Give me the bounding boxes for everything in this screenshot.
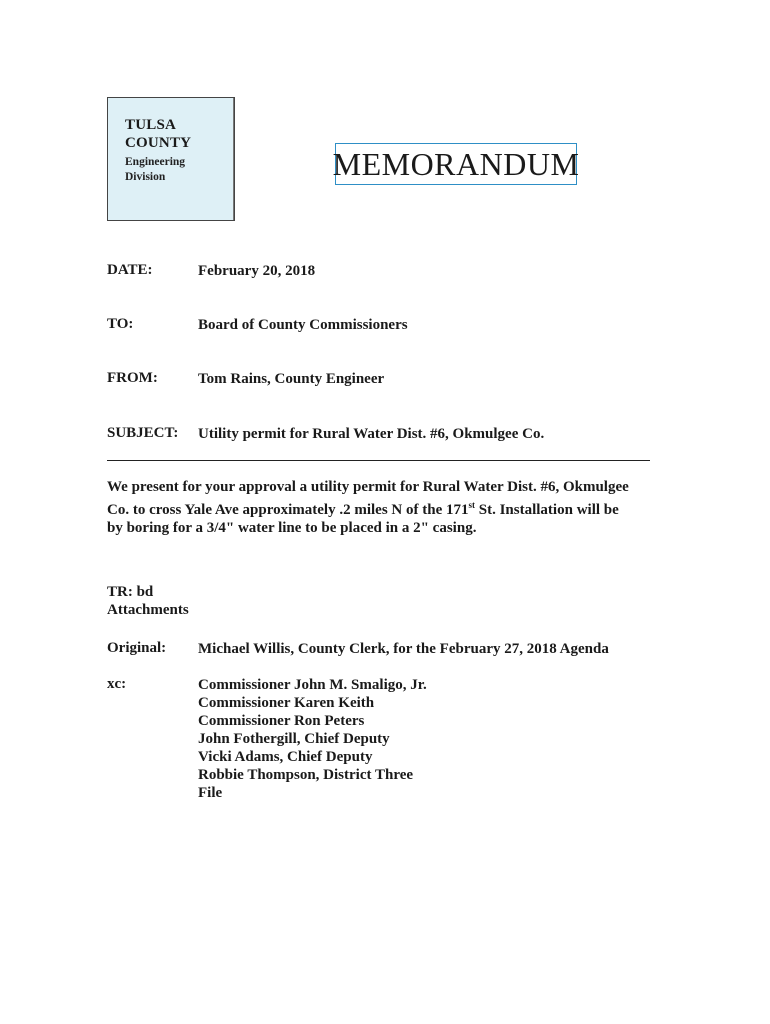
date-label: DATE: bbox=[107, 262, 153, 278]
body-line-2 bbox=[107, 496, 657, 519]
xc-label: xc: bbox=[107, 676, 127, 692]
to-value: Board of County Commissioners bbox=[198, 317, 408, 333]
original-label: Original: bbox=[107, 640, 167, 656]
body-line-3: by boring for a 3/4" water line to be placed in a 2" casing. bbox=[107, 520, 477, 536]
list-item: Vicki Adams, Chief Deputy bbox=[198, 749, 373, 765]
initials-block bbox=[107, 583, 189, 619]
date-value: February 20, 2018 bbox=[198, 263, 316, 279]
ordinal-suffix: st bbox=[468, 500, 475, 510]
memorandum-title: MEMORANDUM bbox=[335, 143, 577, 185]
typist-initials: TR: bd bbox=[107, 584, 154, 600]
body-line-2-start: Co. to cross Yale Ave approximately .2 miles N of the 171 bbox=[107, 502, 469, 518]
original-value: Michael Willis, County Clerk, for the February 27, 2018 Agenda bbox=[198, 641, 609, 657]
subject-label: SUBJECT: bbox=[107, 425, 179, 441]
body-line-2-end: St. Installation will be bbox=[475, 502, 619, 518]
list-item: Commissioner John M. Smaligo, Jr. bbox=[198, 677, 427, 693]
logo-line-tulsa: TULSA bbox=[125, 117, 177, 133]
list-item: Commissioner Karen Keith bbox=[198, 695, 375, 711]
logo-line-county: COUNTY bbox=[125, 135, 192, 151]
body-line-1: We present for your approval a utility permit for Rural Water Dist. #6, Okmulgee bbox=[107, 479, 629, 495]
body-paragraph bbox=[107, 478, 657, 537]
logo-line-division: Division bbox=[125, 171, 166, 183]
to-label: TO: bbox=[107, 316, 134, 332]
list-item: File bbox=[198, 785, 223, 801]
logo-line-engineering: Engineering bbox=[125, 156, 186, 168]
subject-value: Utility permit for Rural Water Dist. #6, Okmulgee Co. bbox=[198, 426, 545, 442]
from-value: Tom Rains, County Engineer bbox=[198, 371, 385, 387]
attachments-note: Attachments bbox=[107, 602, 189, 618]
list-item: John Fothergill, Chief Deputy bbox=[198, 731, 390, 747]
from-label: FROM: bbox=[107, 370, 158, 386]
county-logo-box bbox=[107, 97, 235, 221]
list-item: Commissioner Ron Peters bbox=[198, 713, 365, 729]
list-item: Robbie Thompson, District Three bbox=[198, 767, 414, 783]
xc-recipient-list bbox=[198, 676, 427, 802]
header-divider bbox=[107, 460, 650, 461]
